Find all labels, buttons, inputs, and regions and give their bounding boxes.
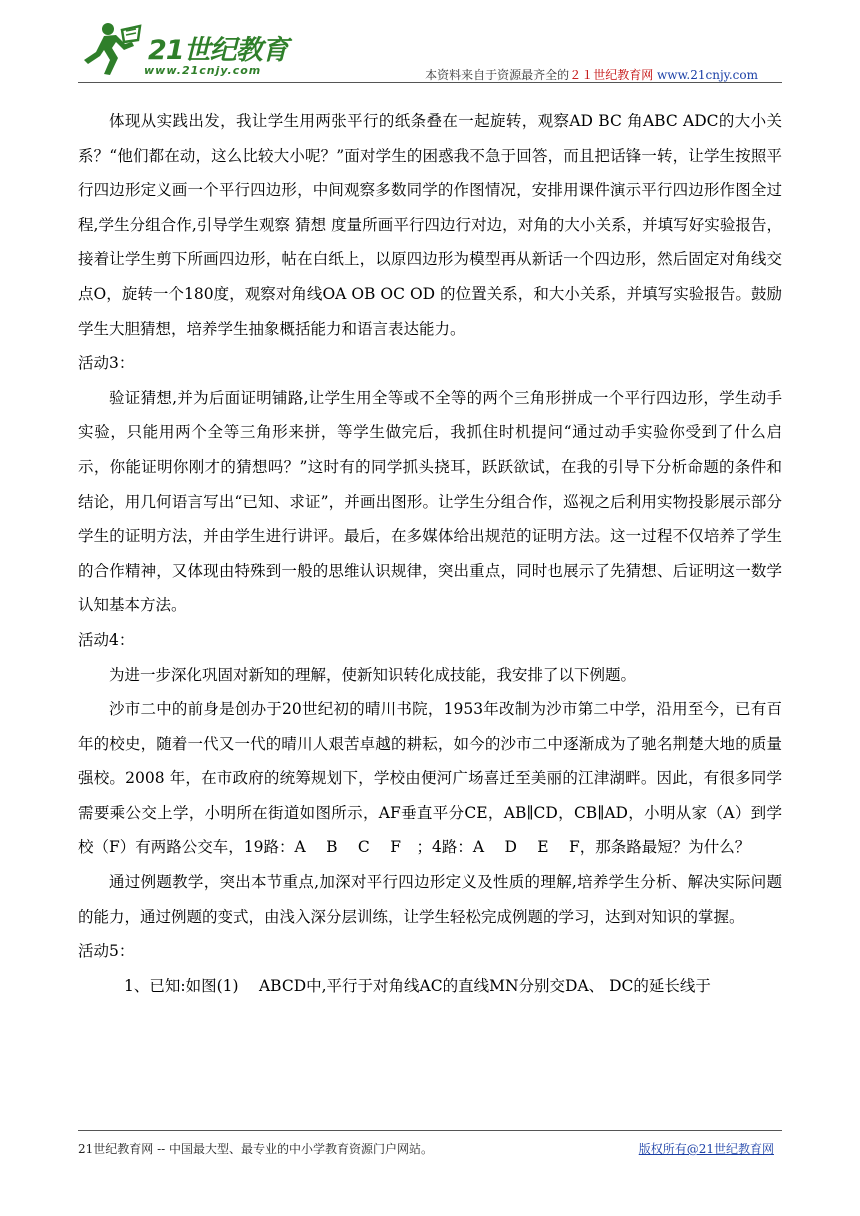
header-note xyxy=(425,66,758,83)
header-divider xyxy=(78,82,782,83)
footer-site-description: 21世纪教育网 -- 中国最大型、最专业的中小学教育资源门户网站。 xyxy=(78,1142,434,1156)
page-header xyxy=(78,20,782,84)
header-note-site[interactable]: ２１世纪教育网 xyxy=(569,68,654,82)
header-note-prefix: 本资料来自于资源最齐全的 xyxy=(425,68,570,82)
paragraph-exercise-1: 1、已知:如图(1) ABCD中,平行于对角线AC的直线MN分别交DA、 DC的延长线于 xyxy=(124,976,711,995)
logo-text: 21世纪教育 xyxy=(148,35,288,66)
paragraph-activity4-intro: 为进一步深化巩固对新知的理解，使新知识转化成技能，我安排了以下例题。 xyxy=(109,665,637,684)
heading-activity-4: 活动4： xyxy=(78,630,135,649)
paragraph-example-problem: 沙市二中的前身是创办于20世纪初的晴川书院，1953年改制为沙市第二中学，沿用至今，已有百年的校史，随着一代又一代的晴川人艰苦卓越的耕耘，如今的沙市二中逐渐成为了驰名荆楚大地的质量强校。2008 年，在市政府的统筹规划下，学校由便河广场喜迁至美丽的江津湖畔。因此，有很多同学需要乘公交上学，小明所在街道如图所示，AF垂直平分CE，AB∥CD，CB∥AD，小明从家（A）到学校（F）有两路公交车，19路：A B C F ；4路：A D E F，那条路最短？为什么？ xyxy=(78,700,782,857)
runner-logo-icon xyxy=(78,20,148,78)
heading-activity-3: 活动3： xyxy=(78,354,135,373)
site-logo[interactable] xyxy=(78,20,318,78)
logo-url: www.21cnjy.com xyxy=(144,64,262,77)
paragraph-activity2-body: 体现从实践出发，我让学生用两张平行的纸条叠在一起旋转，观察AD BC 角ABC ADC的大小关系？“他们都在动，这么比较大小呢？”面对学生的困惑我不急于回答，而且把话锋一转，让学生按照平行四边形定义画一个平行四边形，中间观察多数同学的作图情况，安排用课件演示平行四边形作图全过程,学生分组合作,引导学生观察 猜想 度量所画平行四边行对边，对角的大小关系，并填写好实验报告，接着让学生剪下所画四边形，帖在白纸上，以原四边形为模型再从新话一个四边形，然后固定对角线交点O，旋转一个180度，观察对角线OA OB OC OD 的位置关系，和大小关系，并填写实验报告。鼓励学生大胆猜想，培养学生抽象概括能力和语言表达能力。 xyxy=(78,112,782,338)
paragraph-example-summary: 通过例题教学，突出本节重点,加深对平行四边形定义及性质的理解,培养学生分析、解决实际问题的能力，通过例题的变式，由浅入深分层训练，让学生轻松完成例题的学习，达到对知识的掌握。 xyxy=(78,873,782,926)
document-body xyxy=(78,104,782,1003)
footer-divider xyxy=(78,1130,782,1131)
paragraph-activity3-body: 验证猜想,并为后面证明铺路,让学生用全等或不全等的两个三角形拼成一个平行四边形，学生动手实验，只能用两个全等三角形来拼，等学生做完后，我抓住时机提问“通过动手实验你受到了什么启示，你能证明你刚才的猜想吗？”这时有的同学抓头挠耳，跃跃欲试，在我的引导下分析命题的条件和结论，用几何语言写出“已知、求证”，并画出图形。让学生分组合作，巡视之后利用实物投影展示部分学生的证明方法，并由学生进行讲评。最后，在多媒体给出规范的证明方法。这一过程不仅培养了学生的合作精神，又体现由特殊到一般的思维认识规律，突出重点，同时也展示了先猜想、后证明这一数学认知基本方法。 xyxy=(78,388,782,615)
heading-activity-5: 活动5： xyxy=(78,942,135,961)
header-note-url[interactable]: www.21cnjy.com xyxy=(657,68,758,82)
footer-copyright-link[interactable]: 版权所有@21世纪教育网 xyxy=(638,1142,774,1156)
